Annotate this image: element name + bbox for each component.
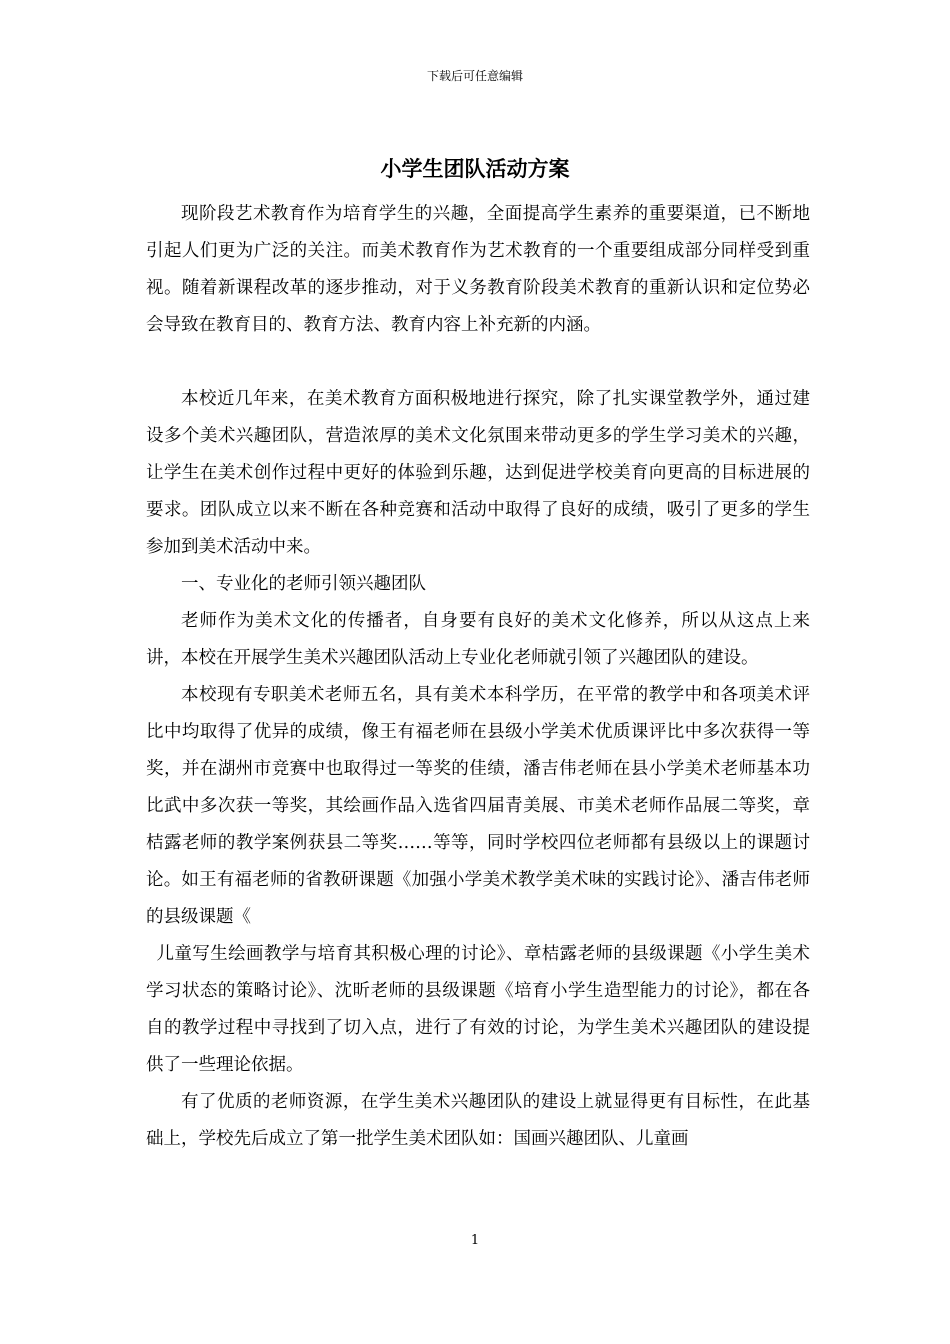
document-body xyxy=(146,196,810,1158)
paragraph-teacher-achievements: 本校现有专职美术老师五名，具有美术本科学历，在平常的教学中和各项美术评比中均取得了优异的成绩，像王有福老师在县级小学美术优质课评比中多次获得一等奖，并在湖州市竞赛中也取得过一等奖的佳绩，潘吉伟老师在县小学美术老师基本功比武中多次获一等奖，其绘画作品入选省四届青美展、市美术老师作品展二等奖，章桔露老师的教学案例获县二等奖……等等，同时学校四位老师都有县级以上的课题讨论。如王有福老师的省教研课题《加强小学美术教学美术味的实践讨论》、潘吉伟老师的县级课题《 xyxy=(146,685,810,927)
page-number: 1 xyxy=(470,1233,480,1248)
paragraph-spacer xyxy=(146,344,810,381)
paragraph-team-founding: 有了优质的老师资源，在学生美术兴趣团队的建设上就显得更有目标性，在此基础上，学校先后成立了第一批学生美术团队如：国画兴趣团队、儿童画 xyxy=(146,1092,810,1149)
section-heading-1: 一、专业化的老师引领兴趣团队 xyxy=(181,574,426,594)
paragraph-intro: 现阶段艺术教育作为培育学生的兴趣，全面提高学生素养的重要渠道，已不断地引起人们更为广泛的关注。而美术教育作为艺术教育的一个重要组成部分同样受到重视。随着新课程改革的逐步推动，对于义务教育阶段美术教育的重新认识和定位势必会导致在教育目的、教育方法、教育内容上补充新的内涵。 xyxy=(146,204,810,335)
document-title: 小学生团队活动方案 xyxy=(380,157,570,181)
paragraph-school-overview: 本校近几年来，在美术教育方面积极地进行探究，除了扎实课堂教学外，通过建设多个美术兴趣团队，营造浓厚的美术文化氛围来带动更多的学生学习美术的兴趣，让学生在美术创作过程中更好的体验到乐趣，达到促进学校美育向更高的目标进展的要求。团队成立以来不断在各种竞赛和活动中取得了良好的成绩，吸引了更多的学生参加到美术活动中来。 xyxy=(146,389,810,557)
header-note: 下载后可任意编辑 xyxy=(426,69,523,83)
paragraph-teacher-role: 老师作为美术文化的传播者，自身要有良好的美术文化修养，所以从这点上来讲，本校在开展学生美术兴趣团队活动上专业化老师就引领了兴趣团队的建设。 xyxy=(146,611,810,668)
paragraph-research-topics: 儿童写生绘画教学与培育其积极心理的讨论》、章桔露老师的县级课题《小学生美术学习状态的策略讨论》、沈昕老师的县级课题《培育小学生造型能力的讨论》，都在各自的教学过程中寻找到了切入点，进行了有效的讨论，为学生美术兴趣团队的建设提供了一些理论依据。 xyxy=(146,944,810,1075)
